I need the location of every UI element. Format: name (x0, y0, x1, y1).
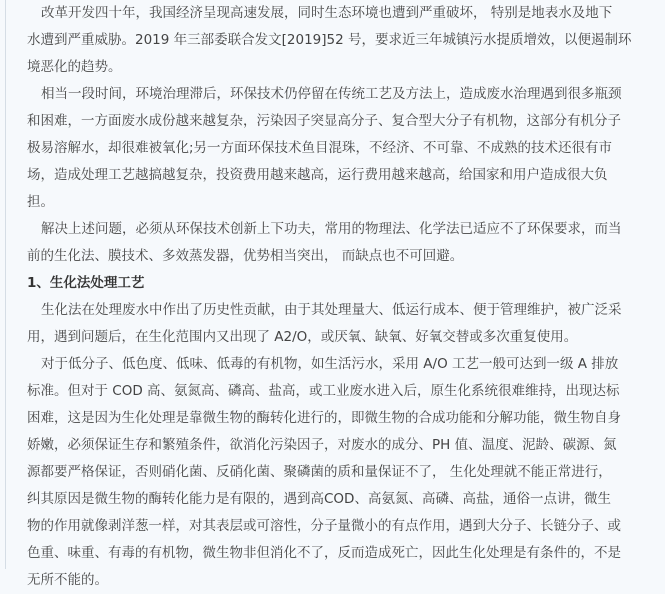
text-line: 1、生化法处理工艺 (27, 275, 145, 291)
text-line: 水遭到严重威胁。2019 年三部委联合发文[2019]52 号，要求近三年城镇污水提质增效，以便遏制环 (27, 32, 632, 48)
text-line: 无所不能的。 (27, 572, 108, 588)
text-line: 困难，这是因为生化处理是靠微生物的酶转化进行的，即微生物的合成功能和分解功能，微生物自身 (27, 410, 621, 426)
text-line: 解决上述问题，必须从环保技术创新上下功夫，常用的物理法、化学法已适应不了环保要求，而当 (41, 221, 622, 237)
section-heading (27, 270, 657, 297)
paragraph (27, 297, 657, 351)
text-line: 相当一段时间，环境治理滞后，环保技术仍停留在传统工艺及方法上，造成废水治理遇到很多瓶颈 (41, 86, 622, 102)
text-line: 境恶化的趋势。 (27, 59, 122, 75)
text-line: 生化法在处理废水中作出了历史性贡献，由于其处理量大、低运行成本、便于管理维护，被广泛采 (41, 302, 622, 318)
text-line: 用，遇到问题后，在生化范围内又出现了 A2/O，或厌氧、缺氧、好氧交替或多次重复使用。 (27, 329, 578, 345)
left-border (5, 0, 6, 569)
text-line: 物的作用就像剥洋葱一样，对其表层或可溶性，分子量微小的有点作用，遇到大分子、长链分子、或 (27, 518, 621, 534)
paragraph (27, 0, 657, 81)
text-line: 改革开发四十年，我国经济呈现高速发展，同时生态环境也遭到严重破坏， 特别是地表水及地下 (41, 5, 613, 21)
paragraph (27, 216, 657, 270)
text-line: 标准。但对于 COD 高、氨氮高、磷高、盐高，或工业废水进入后，原生化系统很难维持，出现达标 (27, 383, 620, 399)
text-line: 和困难，一方面废水成份越来越复杂，污染因子突显高分子、复合型大分子有机物，这部分有机分子 (27, 113, 621, 129)
text-line: 娇嫩，必须保证生存和繁殖条件，欲消化污染因子，对废水的成分、PH 值、温度、泥龄、碳源、氮 (27, 437, 617, 453)
article-body (27, 0, 657, 594)
text-line: 色重、味重、有毒的有机物，微生物非但消化不了，反而造成死亡，因此生化处理是有条件的，不是 (27, 545, 621, 561)
paragraph (27, 351, 657, 594)
text-line: 场，造成处理工艺越搞越复杂，投资费用越来越高，运行费用越来越高，给国家和用户造成很大负 (27, 167, 608, 183)
text-line: 源都要严格保证，否则硝化菌、反硝化菌、聚磷菌的质和量保证不了， 生化处理就不能正常进行， (27, 464, 612, 480)
text-line: 纠其原因是微生物的酶转化能力是有限的，遇到高COD、高氨氮、高磷、高盐，通俗一点讲，微生 (27, 491, 611, 507)
paragraph (27, 81, 657, 216)
text-line: 对于低分子、低色度、低味、低毒的有机物，如生活污水，采用 A/O 工艺一般可达到一级 A 排放 (41, 356, 619, 372)
text-line: 担。 (27, 194, 54, 210)
text-line: 前的生化法、膜技术、多效蒸发器，优势相当突出， 而缺点也不可回避。 (27, 248, 464, 264)
text-line: 极易溶解水，却很难被氧化;另一方面环保技术鱼目混珠，不经济、不可靠、不成熟的技术还很有市 (27, 140, 613, 156)
